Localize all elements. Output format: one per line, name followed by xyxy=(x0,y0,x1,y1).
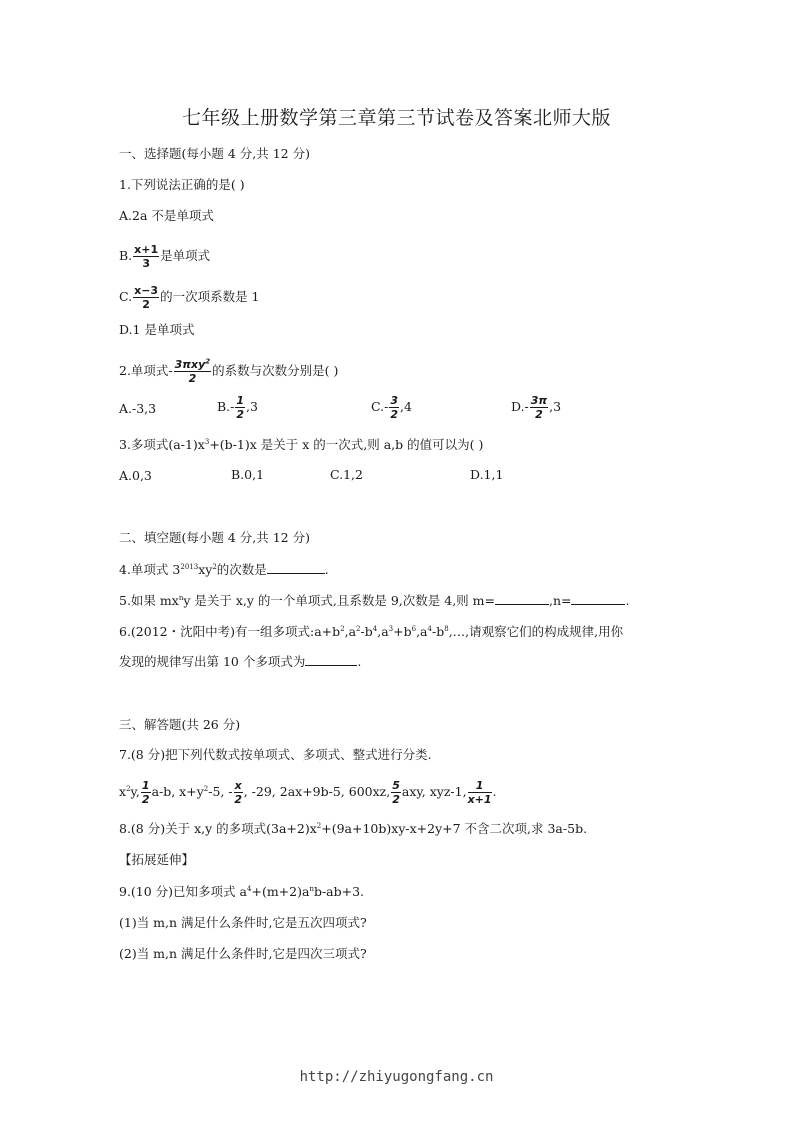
q1-option-b: B. $\frac{x+1}{3}$ 是单项式 xyxy=(119,243,211,270)
q3-stem: 3.多项式$(a-1)x^3+(b-1)x$ 是关于 x 的一次式,则 a,b 的值可以为( ) xyxy=(119,437,484,452)
section2-heading: 二、填空题(每小题 4 分,共 12 分) xyxy=(119,530,310,545)
q1-option-d: D.1 是单项式 xyxy=(119,322,195,337)
q9-part1: (1)当 m,n 满足什么条件时,它是五次四项式? xyxy=(119,915,367,930)
answer-blank-m[interactable] xyxy=(495,592,549,605)
q5-stem: 5.如果 $mx^ny$ 是关于 x,y 的一个单项式,且系数是 9,次数是 4,则 m= ,n= . xyxy=(119,593,630,608)
q9-stem: 9.(10 分)已知多项式 $a^4+(m+2)a^nb-ab+3$. xyxy=(119,884,365,899)
q3-option-c: C.1,2 xyxy=(330,467,363,482)
q2-option-d: D.- $\frac{3\pi}{2}$ ,3 xyxy=(511,394,562,421)
extension-heading: 【拓展延伸】 xyxy=(119,852,195,867)
q7-stem: 7.(8 分)把下列代数式按单项式、多项式、整式进行分类. xyxy=(119,747,432,762)
fraction: $\frac{x}{2}$ xyxy=(234,779,242,806)
q2-option-a: A.-3,3 xyxy=(119,401,157,416)
q9-part2: (2)当 m,n 满足什么条件时,它是四次三项式? xyxy=(119,946,367,961)
section3-heading: 三、解答题(共 26 分) xyxy=(119,717,241,732)
answer-blank[interactable] xyxy=(305,653,357,666)
q8-stem: 8.(8 分)关于 x,y 的多项式$(3a+2)x^2+(9a+10b)xy-x+2y+7$ 不含二次项,求 3a-5b. xyxy=(119,821,588,836)
answer-blank-n[interactable] xyxy=(571,592,625,605)
q3-option-d: D.1,1 xyxy=(470,467,504,482)
q2-stem: 2.单项式- $\frac{3\pi xy^2}{2}$ 的系数与次数分别是( ) xyxy=(119,357,339,385)
q7-expressions: $x^2y$, $\frac{1}{2}$ a-b, $x+y^2-5$, - $\frac{x}{2}$ , -29, 2ax+9b-5, 600xz, $\frac{5}{2}$ axy, xyz-1, $\frac{1}{x+1}$ . xyxy=(119,779,497,806)
q6-stem-line2: 发现的规律写出第 10 个多项式为 . xyxy=(119,654,362,669)
footer-url[interactable]: http://zhiyugongfang.cn xyxy=(299,1069,494,1085)
fraction: $\frac{1}{2}$ xyxy=(141,779,150,806)
section1-heading: 一、选择题(每小题 4 分,共 12 分) xyxy=(119,146,310,161)
q1-stem: 1.下列说法正确的是( ) xyxy=(119,177,245,192)
q3-option-a: A.0,3 xyxy=(119,468,152,483)
answer-blank[interactable] xyxy=(267,561,325,574)
q6-stem-line1: 6.(2012・沈阳中考)有一组多项式$:a+b^2,a^2-b^4,a^3+b^6,a^4-b^8,\dots$,请观察它们的构成规律,用你 xyxy=(119,624,624,639)
q1-option-c: C. $\frac{x-3}{2}$ 的一次项系数是 1 xyxy=(119,284,260,311)
fraction: $\frac{3\pi}{2}$ xyxy=(530,394,548,421)
q4-stem: 4.单项式 $3^{2013}xy^2$的次数是 . xyxy=(119,562,329,577)
fraction: $\frac{x-3}{2}$ xyxy=(134,284,159,311)
fraction: $\frac{5}{2}$ xyxy=(392,779,400,806)
fraction: $\frac{3\pi xy^2}{2}$ xyxy=(174,357,211,385)
fraction: $\frac{3}{2}$ xyxy=(390,394,398,421)
page-title: 七年级上册数学第三章第三节试卷及答案北师大版 xyxy=(181,107,611,129)
q2-option-b: B.- $\frac{1}{2}$ ,3 xyxy=(217,394,258,421)
q2-option-c: C.- $\frac{3}{2}$ ,4 xyxy=(371,394,412,421)
fraction: $\frac{1}{2}$ xyxy=(236,394,245,421)
fraction: $\frac{1}{x+1}$ xyxy=(467,779,492,806)
q3-option-b: B.0,1 xyxy=(231,467,265,482)
fraction: $\frac{x+1}{3}$ xyxy=(134,243,159,270)
q1-option-a: A.2a 不是单项式 xyxy=(119,208,214,223)
